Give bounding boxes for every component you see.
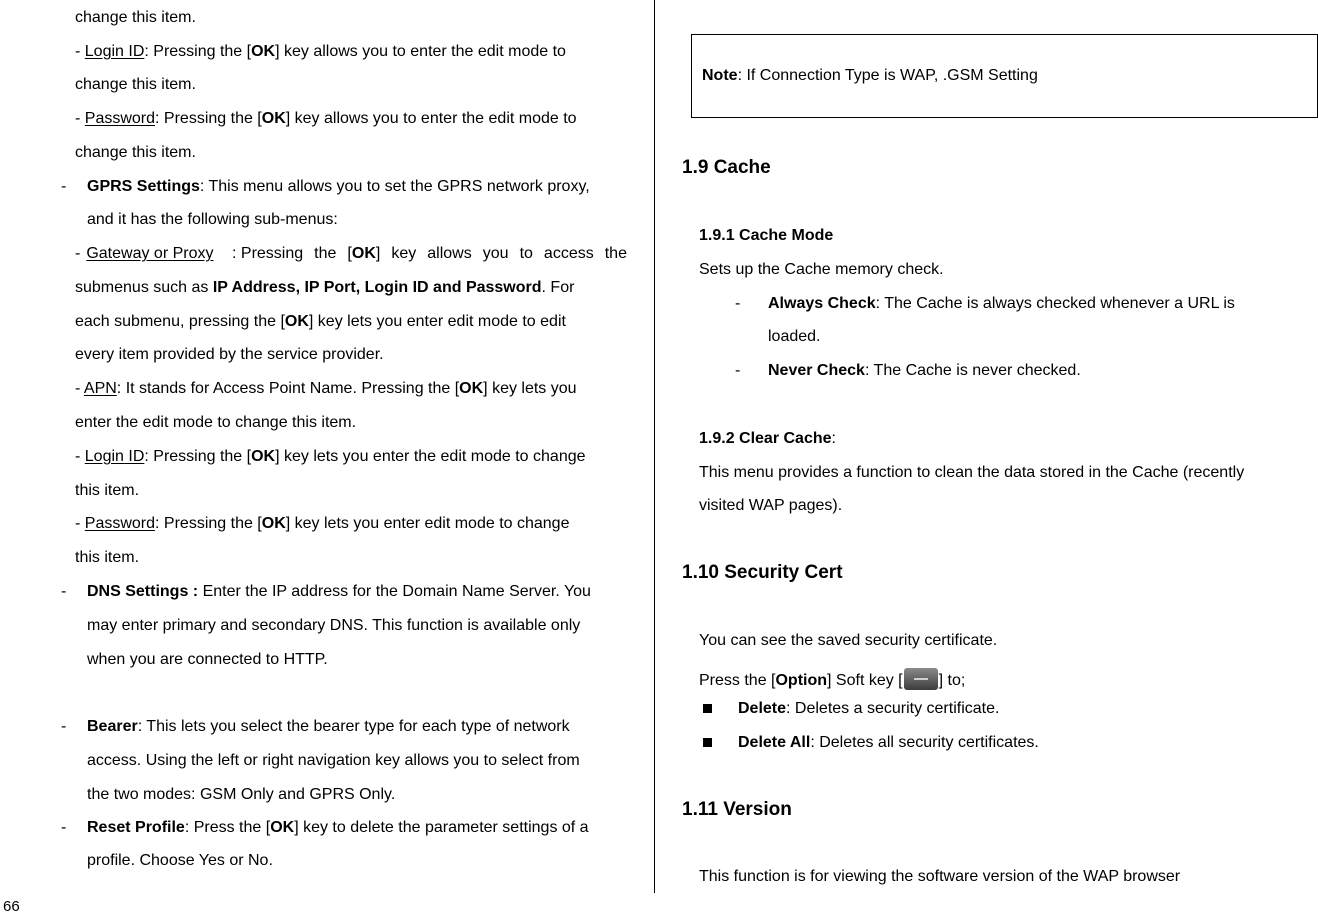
password-2-line: - Password: Pressing the [OK] key lets you enter edit mode to change xyxy=(75,515,570,532)
press-option-line: Press the [Option] Soft key [ ] to; xyxy=(699,668,965,690)
login-id-2-term: Login ID xyxy=(84,448,145,465)
dash-marker: - xyxy=(61,819,67,836)
word: to xyxy=(519,245,533,262)
login-id-term: Login ID xyxy=(84,43,145,60)
text-line: visited WAP pages). xyxy=(699,497,843,514)
text-line: You can see the saved security certificate. xyxy=(699,632,998,649)
text-line: may enter primary and secondary DNS. This function is available only xyxy=(87,617,581,634)
heading-security-cert: 1.10 Security Cert xyxy=(682,562,843,583)
password-term: Password xyxy=(84,110,156,127)
page-number: 66 xyxy=(3,898,20,915)
text-line: and it has the following sub-menus: xyxy=(87,211,338,228)
text-line: change this item. xyxy=(75,144,196,161)
gprs-settings-line: GPRS Settings: This menu allows you to set the GPRS network proxy, xyxy=(87,178,590,195)
delete-line: Delete: Deletes a security certificate. xyxy=(738,700,1000,717)
never-check-line: Never Check: The Cache is never checked. xyxy=(768,362,1081,379)
heading-cache: 1.9 Cache xyxy=(682,157,771,178)
password-2-term: Password xyxy=(84,515,156,532)
text-line: loaded. xyxy=(768,328,821,345)
text-line: this item. xyxy=(75,482,140,499)
text-line: every item provided by the service provider. xyxy=(75,346,384,363)
apn-line: - APN: It stands for Access Point Name. Pressing the [OK] key lets you xyxy=(75,380,577,397)
heading-clear-cache: 1.9.2 Clear Cache: xyxy=(699,430,836,447)
dash-marker: - xyxy=(735,362,741,379)
word: [OK] xyxy=(347,245,381,262)
apn-term: APN xyxy=(83,380,117,397)
text-line: change this item. xyxy=(75,9,196,26)
word: : Pressing xyxy=(232,245,304,262)
word: key xyxy=(391,245,417,262)
heading-cache-mode: 1.9.1 Cache Mode xyxy=(699,227,834,244)
note-text: Note: If Connection Type is WAP, .GSM Setting xyxy=(702,67,1038,84)
text-line: change this item. xyxy=(75,76,196,93)
gateway-line-rest xyxy=(232,245,627,263)
text-line: access. Using the left or right navigation key allows you to select from xyxy=(87,752,580,769)
delete-all-line: Delete All: Deletes all security certificates. xyxy=(738,734,1039,751)
text-line: This function is for viewing the software version of the WAP browser xyxy=(699,868,1181,885)
text-line: This menu provides a function to clean the data stored in the Cache (recently xyxy=(699,464,1245,481)
dash-marker: - xyxy=(735,295,741,312)
text-line: the two modes: GSM Only and GPRS Only. xyxy=(87,786,396,803)
gateway-line: - Gateway or Proxy xyxy=(75,245,214,262)
dash-marker: - xyxy=(61,178,67,195)
heading-version: 1.11 Version xyxy=(682,799,792,820)
square-bullet-icon xyxy=(703,704,712,713)
text-line: Sets up the Cache memory check. xyxy=(699,261,944,278)
column-divider xyxy=(654,0,655,893)
text-line: this item. xyxy=(75,549,140,566)
softkey-icon xyxy=(904,668,938,690)
always-check-line: Always Check: The Cache is always checked whenever a URL is xyxy=(768,295,1235,312)
password-line: - Password: Pressing the [OK] key allows you to enter the edit mode to xyxy=(75,110,577,127)
dash-marker: - xyxy=(61,583,67,600)
gateway-term: Gateway or Proxy xyxy=(86,245,214,262)
login-id-2-line: - Login ID: Pressing the [OK] key lets you enter the edit mode to change xyxy=(75,448,586,465)
text-line: when you are connected to HTTP. xyxy=(87,651,328,668)
word: the xyxy=(314,245,337,262)
word: the xyxy=(604,245,627,262)
bearer-line: Bearer: This lets you select the bearer type for each type of network xyxy=(87,718,570,735)
dash-marker: - xyxy=(61,718,67,735)
submenus-line: submenus such as IP Address, IP Port, Login ID and Password. For xyxy=(75,279,575,296)
square-bullet-icon xyxy=(703,738,712,747)
reset-profile-line: Reset Profile: Press the [OK] key to delete the parameter settings of a xyxy=(87,819,589,836)
word: allows xyxy=(427,245,472,262)
each-submenu-line: each submenu, pressing the [OK] key lets you enter edit mode to edit xyxy=(75,313,566,330)
dns-settings-line: DNS Settings : Enter the IP address for the Domain Name Server. You xyxy=(87,583,591,600)
login-id-line: - Login ID: Pressing the [OK] key allows you to enter the edit mode to xyxy=(75,43,566,60)
text-line: enter the edit mode to change this item. xyxy=(75,414,357,431)
word: you xyxy=(482,245,509,262)
word: access xyxy=(543,245,594,262)
text-line: profile. Choose Yes or No. xyxy=(87,852,273,869)
